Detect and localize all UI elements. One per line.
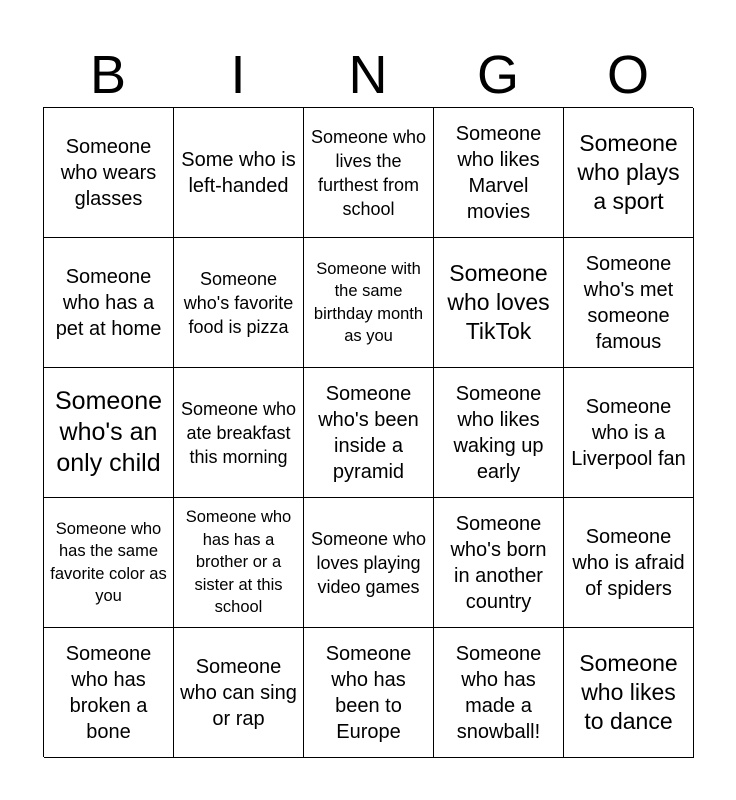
cell-text: Someone who loves TikTok: [447, 260, 550, 344]
cell-text: Someone who is afraid of spiders: [572, 525, 685, 600]
bingo-cell-r1-c2[interactable]: [174, 108, 304, 238]
bingo-cell-r2-c3[interactable]: [304, 238, 434, 368]
cell-text: Someone who lives the furthest from school: [310, 126, 427, 219]
bingo-cell-r3-c2[interactable]: [174, 368, 304, 498]
bingo-cell-r5-c5[interactable]: [564, 628, 694, 758]
cell-text: Someone who wears glasses: [60, 135, 157, 210]
bingo-cell-r5-c3[interactable]: [304, 628, 434, 758]
cell-text: Someone who has been to Europe: [325, 642, 412, 743]
bingo-cell-r3-c1[interactable]: [44, 368, 174, 498]
bingo-cell-r1-c4[interactable]: [434, 108, 564, 238]
bingo-cell-r3-c3[interactable]: [304, 368, 434, 498]
bingo-cell-r2-c5[interactable]: [564, 238, 694, 368]
bingo-cell-r4-c2[interactable]: [174, 498, 304, 628]
cell-text: Someone who has broken a bone: [65, 642, 152, 743]
cell-text: Someone who likes waking up early: [453, 382, 544, 483]
cell-text: Someone who is a Liverpool fan: [571, 395, 686, 470]
bingo-cell-r4-c4[interactable]: [434, 498, 564, 628]
cell-text: Someone who plays a sport: [577, 130, 680, 214]
bingo-cell-r3-c5[interactable]: [564, 368, 694, 498]
bingo-cell-r3-c4[interactable]: [434, 368, 564, 498]
cell-text: Someone who has has a brother or a sister at this school: [185, 508, 292, 617]
bingo-cell-r1-c3[interactable]: [304, 108, 434, 238]
cell-text: Someone who's an only child: [54, 387, 163, 477]
cell-text: Someone who ate breakfast this morning: [180, 398, 297, 467]
header-letter-b: B: [89, 45, 127, 105]
header-letter-g: G: [476, 45, 519, 105]
cell-text: Someone who's favorite food is pizza: [183, 268, 294, 337]
cell-text: Someone who likes Marvel movies: [455, 122, 542, 223]
cell-text: Someone who's met someone famous: [583, 252, 674, 353]
cell-text: Someone who has the same favorite color as you: [50, 519, 167, 605]
bingo-board: [43, 107, 693, 757]
bingo-cell-r4-c5[interactable]: [564, 498, 694, 628]
cell-text: Someone with the same birthday month as you: [313, 259, 424, 345]
bingo-cell-r4-c3[interactable]: [304, 498, 434, 628]
header-letter-o: O: [606, 45, 649, 105]
cell-text: Someone who loves playing video games: [310, 528, 427, 597]
bingo-cell-r5-c1[interactable]: [44, 628, 174, 758]
cell-text: Someone who's born in another country: [450, 512, 547, 613]
bingo-cell-r1-c1[interactable]: [44, 108, 174, 238]
cell-text: Someone who has a pet at home: [55, 265, 162, 340]
cell-text: Someone who can sing or rap: [180, 655, 297, 730]
cell-text: Someone who likes to dance: [579, 650, 678, 734]
bingo-cell-r1-c5[interactable]: [564, 108, 694, 238]
cell-text: Someone who has made a snowball!: [455, 642, 542, 743]
cell-text: Some who is left-handed: [181, 148, 296, 197]
bingo-cell-r5-c4[interactable]: [434, 628, 564, 758]
header-letter-i: I: [230, 45, 246, 105]
bingo-cell-r2-c1[interactable]: [44, 238, 174, 368]
bingo-cell-r5-c2[interactable]: [174, 628, 304, 758]
bingo-cell-r2-c4[interactable]: [434, 238, 564, 368]
bingo-header: [43, 44, 693, 106]
bingo-cell-r2-c2[interactable]: [174, 238, 304, 368]
header-letter-n: N: [348, 45, 388, 105]
cell-text: Someone who's been inside a pyramid: [318, 382, 419, 483]
bingo-cell-r4-c1[interactable]: [44, 498, 174, 628]
